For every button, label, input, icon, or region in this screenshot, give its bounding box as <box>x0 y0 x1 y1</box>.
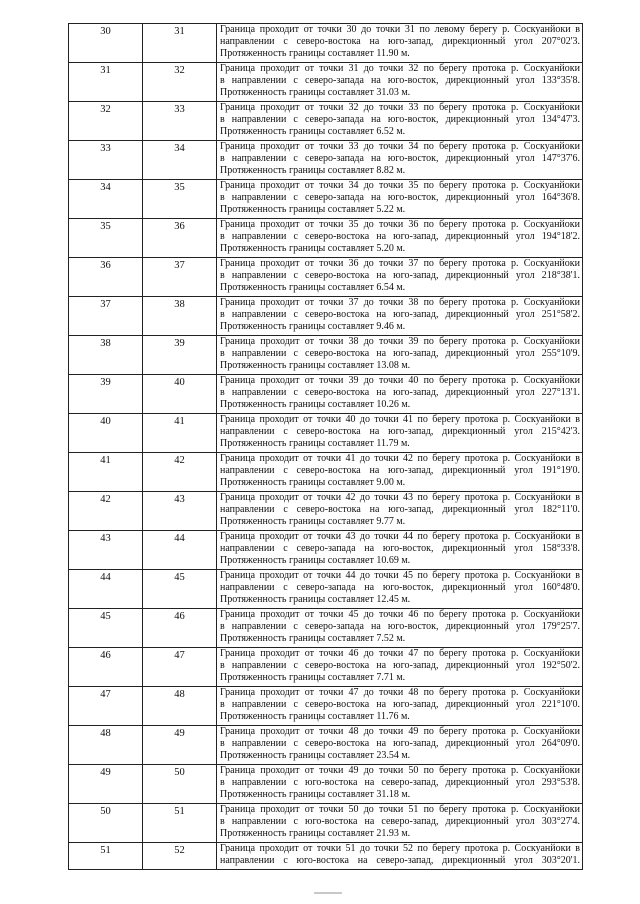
description-line: Граница проходит от точки 39 до точки 40 по берегу протока р. Соскуанйоки <box>220 375 580 386</box>
table-row <box>69 726 583 765</box>
boundary-description-cell <box>217 414 583 453</box>
boundary-description-cell <box>217 375 583 414</box>
page-number-mark <box>314 892 342 894</box>
boundary-description-cell <box>217 24 583 63</box>
table-row <box>69 570 583 609</box>
table-row <box>69 765 583 804</box>
to-point-cell: 31 <box>143 24 217 63</box>
description-line: Граница проходит от точки 35 до точки 36 по берегу протока р. Соскуанйоки <box>220 219 580 230</box>
description-line: в направлении с северо-востока на юго-запад, дирекционный угол 221°10'0. <box>220 699 580 710</box>
from-point-cell: 48 <box>69 726 143 765</box>
description-line: Граница проходит от точки 43 до точки 44 по берегу протока р. Соскуанйоки в <box>220 531 580 542</box>
boundary-length-line: Протяженность границы составляет 21.93 м. <box>220 828 411 839</box>
description-line: Граница проходит от точки 46 до точки 47 по берегу протока р. Соскуанйоки <box>220 648 580 659</box>
table-row <box>69 141 583 180</box>
description-line: направлении с северо-востока на юго-запад, дирекционный угол 207°02'3. <box>220 36 580 47</box>
boundary-length-line: Протяженность границы составляет 7.52 м. <box>220 633 406 644</box>
to-point-cell: 33 <box>143 102 217 141</box>
from-point-cell: 31 <box>69 63 143 102</box>
boundary-length-line: Протяженность границы составляет 23.54 м. <box>220 750 411 761</box>
boundary-description-cell <box>217 492 583 531</box>
to-point-cell: 52 <box>143 843 217 870</box>
to-point-cell: 38 <box>143 297 217 336</box>
table-body <box>69 24 583 870</box>
to-point-cell: 41 <box>143 414 217 453</box>
table-row <box>69 258 583 297</box>
boundary-length-line: Протяженность границы составляет 12.45 м. <box>220 594 411 605</box>
boundary-length-line: Протяженность границы составляет 8.82 м. <box>220 165 406 176</box>
description-line: направлении с северо-востока на юго-запад, дирекционный угол 191°19'0. <box>220 465 580 476</box>
from-point-cell: 33 <box>69 141 143 180</box>
boundary-description-cell <box>217 804 583 843</box>
boundary-description-cell <box>217 297 583 336</box>
boundary-description-cell <box>217 453 583 492</box>
table-row <box>69 843 583 870</box>
from-point-cell: 42 <box>69 492 143 531</box>
boundary-description-cell <box>217 219 583 258</box>
from-point-cell: 43 <box>69 531 143 570</box>
description-line: направлении с северо-востока на юго-запад, дирекционный угол 215°42'3. <box>220 426 580 437</box>
description-line: Граница проходит от точки 42 до точки 43 по берегу протока р. Соскуанйоки в <box>220 492 580 503</box>
boundary-length-line: Протяженность границы составляет 9.00 м. <box>220 477 406 488</box>
to-point-cell: 50 <box>143 765 217 804</box>
description-line: Граница проходит от точки 40 до точки 41 по берегу протока р. Соскуанйоки в <box>220 414 580 425</box>
table-row <box>69 63 583 102</box>
from-point-cell: 41 <box>69 453 143 492</box>
boundary-description-cell <box>217 570 583 609</box>
description-line: Граница проходит от точки 41 до точки 42 по берегу протока р. Соскуанйоки в <box>220 453 580 464</box>
boundary-description-cell <box>217 609 583 648</box>
description-line: Граница проходит от точки 44 до точки 45 по берегу протока р. Соскуанйоки в <box>220 570 580 581</box>
from-point-cell: 46 <box>69 648 143 687</box>
to-point-cell: 48 <box>143 687 217 726</box>
boundary-description-cell <box>217 102 583 141</box>
description-line: направлении с северо-востока на юго-запад, дирекционный угол 182°11'0. <box>220 504 580 515</box>
description-line: в направлении с северо-востока на юго-запад, дирекционный угол 255°10'9. <box>220 348 580 359</box>
description-line: Граница проходит от точки 49 до точки 50 по берегу протока р. Соскуанйоки <box>220 765 580 776</box>
from-point-cell: 30 <box>69 24 143 63</box>
boundary-length-line: Протяженность границы составляет 9.77 м. <box>220 516 406 527</box>
description-line: в направлении с северо-запада на юго-восток, дирекционный угол 179°25'7. <box>220 621 580 632</box>
description-line: в направлении с северо-востока на юго-запад, дирекционный угол 192°50'2. <box>220 660 580 671</box>
boundary-length-line: Протяженность границы составляет 7.71 м. <box>220 672 406 683</box>
table-row <box>69 414 583 453</box>
to-point-cell: 47 <box>143 648 217 687</box>
to-point-cell: 46 <box>143 609 217 648</box>
from-point-cell: 45 <box>69 609 143 648</box>
to-point-cell: 44 <box>143 531 217 570</box>
boundary-description-cell <box>217 336 583 375</box>
boundary-length-line: Протяженность границы составляет 9.46 м. <box>220 321 406 332</box>
table-row <box>69 453 583 492</box>
boundary-points-table <box>68 23 583 870</box>
description-line: Граница проходит от точки 38 до точки 39 по берегу протока р. Соскуанйоки <box>220 336 580 347</box>
to-point-cell: 36 <box>143 219 217 258</box>
from-point-cell: 50 <box>69 804 143 843</box>
from-point-cell: 37 <box>69 297 143 336</box>
to-point-cell: 37 <box>143 258 217 297</box>
boundary-length-line: Протяженность границы составляет 13.08 м. <box>220 360 411 371</box>
boundary-description-cell <box>217 141 583 180</box>
boundary-description-cell <box>217 765 583 804</box>
description-line: в направлении с северо-запада на юго-восток, дирекционный угол 164°36'8. <box>220 192 580 203</box>
table-row <box>69 297 583 336</box>
from-point-cell: 32 <box>69 102 143 141</box>
description-line: Граница проходит от точки 31 до точки 32 по берегу протока р. Соскуанйоки <box>220 63 580 74</box>
boundary-description-cell <box>217 648 583 687</box>
table-row <box>69 531 583 570</box>
from-point-cell: 51 <box>69 843 143 870</box>
description-line: в направлении с северо-запада на юго-восток, дирекционный угол 133°35'8. <box>220 75 580 86</box>
from-point-cell: 35 <box>69 219 143 258</box>
table-row <box>69 687 583 726</box>
table-row <box>69 24 583 63</box>
table-row <box>69 180 583 219</box>
boundary-description-cell <box>217 531 583 570</box>
to-point-cell: 35 <box>143 180 217 219</box>
boundary-length-line: Протяженность границы составляет 11.79 м. <box>220 438 410 449</box>
description-line: Граница проходит от точки 51 до точки 52 по берегу протока р. Соскуанйоки в <box>220 843 580 854</box>
description-line: Граница проходит от точки 37 до точки 38 по берегу протока р. Соскуанйоки <box>220 297 580 308</box>
description-line: направлении с юго-востока на северо-запад, дирекционный угол 303°20'1. <box>220 855 580 866</box>
description-line: в направлении с северо-востока на юго-запад, дирекционный угол 264°09'0. <box>220 738 580 749</box>
to-point-cell: 34 <box>143 141 217 180</box>
description-line: Граница проходит от точки 32 до точки 33 по берегу протока р. Соскуанйоки <box>220 102 580 113</box>
boundary-length-line: Протяженность границы составляет 5.22 м. <box>220 204 406 215</box>
boundary-length-line: Протяженность границы составляет 31.03 м. <box>220 87 411 98</box>
from-point-cell: 44 <box>69 570 143 609</box>
boundary-length-line: Протяженность границы составляет 11.76 м. <box>220 711 410 722</box>
to-point-cell: 51 <box>143 804 217 843</box>
from-point-cell: 36 <box>69 258 143 297</box>
description-line: направлении с северо-запада на юго-восток, дирекционный угол 158°33'8. <box>220 543 580 554</box>
description-line: Граница проходит от точки 36 до точки 37 по берегу протока р. Соскуанйоки <box>220 258 580 269</box>
description-line: Граница проходит от точки 34 до точки 35 по берегу протока р. Соскуанйоки <box>220 180 580 191</box>
boundary-description-cell <box>217 180 583 219</box>
description-line: в направлении с северо-востока на юго-запад, дирекционный угол 227°13'1. <box>220 387 580 398</box>
description-line: Граница проходит от точки 47 до точки 48 по берегу протока р. Соскуанйоки <box>220 687 580 698</box>
boundary-description-cell <box>217 63 583 102</box>
boundary-length-line: Протяженность границы составляет 31.18 м. <box>220 789 411 800</box>
from-point-cell: 39 <box>69 375 143 414</box>
table-row <box>69 804 583 843</box>
description-line: в направлении с северо-востока на юго-запад, дирекционный угол 194°18'2. <box>220 231 580 242</box>
boundary-length-line: Протяженность границы составляет 11.90 м. <box>220 48 410 59</box>
table-row <box>69 609 583 648</box>
to-point-cell: 42 <box>143 453 217 492</box>
boundary-description-cell <box>217 687 583 726</box>
to-point-cell: 43 <box>143 492 217 531</box>
description-line: направлении с северо-запада на юго-восток, дирекционный угол 160°48'0. <box>220 582 580 593</box>
to-point-cell: 40 <box>143 375 217 414</box>
to-point-cell: 49 <box>143 726 217 765</box>
boundary-length-line: Протяженность границы составляет 6.52 м. <box>220 126 406 137</box>
table-row <box>69 336 583 375</box>
description-line: в направлении с юго-востока на северо-запад, дирекционный угол 293°53'8. <box>220 777 580 788</box>
to-point-cell: 39 <box>143 336 217 375</box>
to-point-cell: 45 <box>143 570 217 609</box>
from-point-cell: 40 <box>69 414 143 453</box>
description-line: Граница проходит от точки 30 до точки 31 по левому берегу р. Соскуанйоки в <box>220 24 580 35</box>
description-line: Граница проходит от точки 33 до точки 34 по берегу протока р. Соскуанйоки <box>220 141 580 152</box>
from-point-cell: 38 <box>69 336 143 375</box>
description-line: в направлении с северо-запада на юго-восток, дирекционный угол 147°37'6. <box>220 153 580 164</box>
table-row <box>69 492 583 531</box>
description-line: Граница проходит от точки 48 до точки 49 по берегу протока р. Соскуанйоки <box>220 726 580 737</box>
table-row <box>69 102 583 141</box>
table-row <box>69 375 583 414</box>
boundary-description-cell <box>217 258 583 297</box>
to-point-cell: 32 <box>143 63 217 102</box>
table-row <box>69 219 583 258</box>
boundary-length-line: Протяженность границы составляет 6.54 м. <box>220 282 406 293</box>
description-line: в направлении с северо-востока на юго-запад, дирекционный угол 218°38'1. <box>220 270 580 281</box>
description-line: Граница проходит от точки 45 до точки 46 по берегу протока р. Соскуанйоки <box>220 609 580 620</box>
from-point-cell: 34 <box>69 180 143 219</box>
description-line: в направлении с юго-востока на северо-запад, дирекционный угол 303°27'4. <box>220 816 580 827</box>
boundary-length-line: Протяженность границы составляет 10.26 м. <box>220 399 411 410</box>
table-row <box>69 648 583 687</box>
description-line: Граница проходит от точки 50 до точки 51 по берегу протока р. Соскуанйоки <box>220 804 580 815</box>
from-point-cell: 47 <box>69 687 143 726</box>
description-line: в направлении с северо-востока на юго-запад, дирекционный угол 251°58'2. <box>220 309 580 320</box>
from-point-cell: 49 <box>69 765 143 804</box>
boundary-description-cell <box>217 843 583 870</box>
description-line: в направлении с северо-запада на юго-восток, дирекционный угол 134°47'3. <box>220 114 580 125</box>
boundary-description-cell <box>217 726 583 765</box>
boundary-length-line: Протяженность границы составляет 10.69 м. <box>220 555 411 566</box>
boundary-length-line: Протяженность границы составляет 5.20 м. <box>220 243 406 254</box>
